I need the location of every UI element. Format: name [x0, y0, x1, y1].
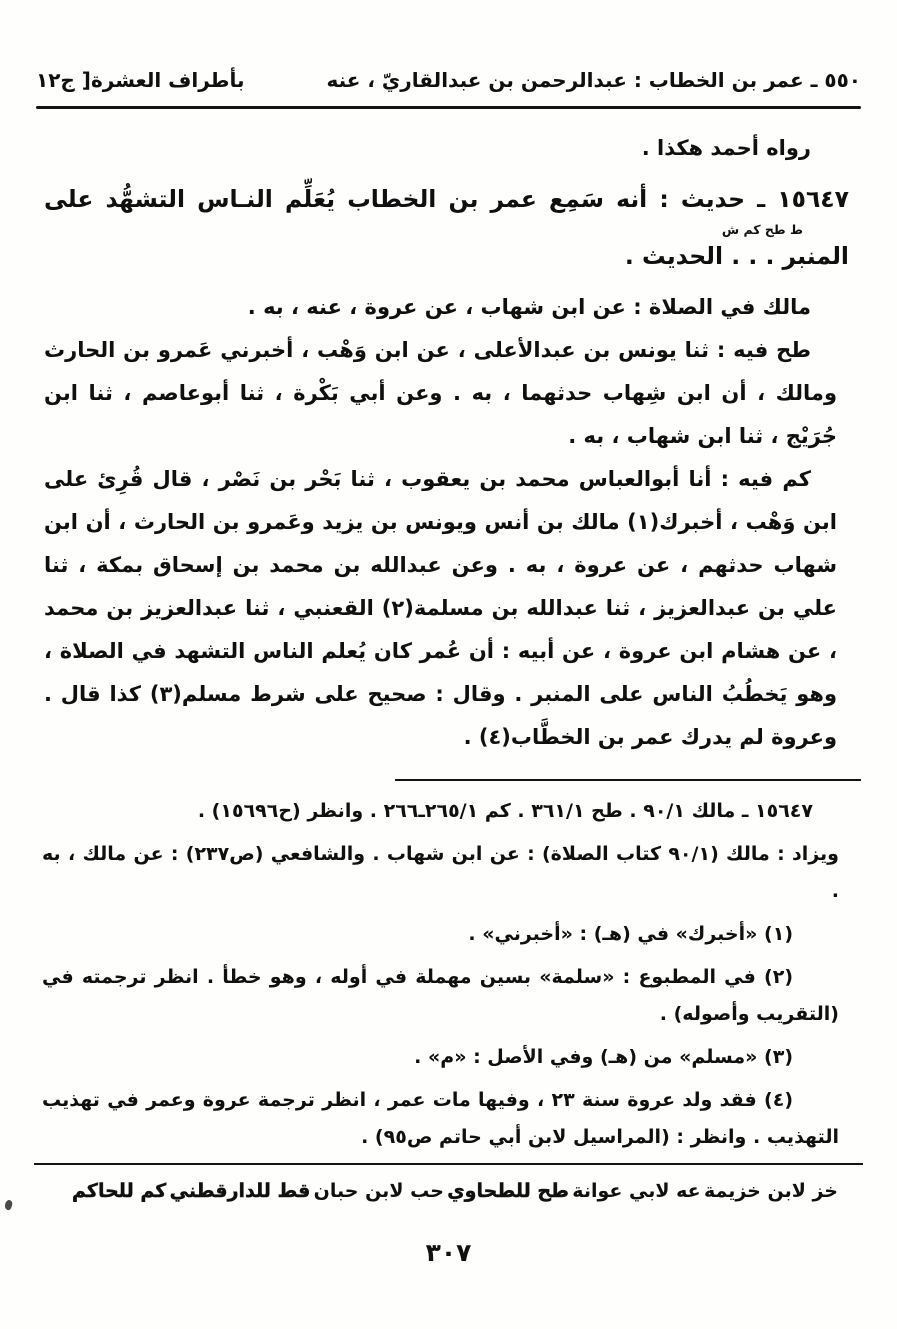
intro-line: رواه أحمد هكذا .: [641, 136, 811, 160]
legend-item-tahawi: طح للطحاوي: [447, 1180, 569, 1202]
footnote-1: (١) «أخبرك» في (هـ) : «أخبرني» .: [468, 923, 793, 945]
footnote-2: (٢) في المطبوع : «سلمة» بسين مهملة في أوله ، وهو خطأ . انظر ترجمته في (التقريب وأصوله) .: [42, 966, 839, 1025]
legend-item-khuzaymah: خز لابن خزيمة: [703, 1180, 838, 1202]
legend-item-ibn-hibban: حب لابن حبان: [313, 1180, 444, 1202]
footnote-4: (٤) فقد ولد عروة سنة ٢٣ ، وفيها مات عمر ، انظر ترجمة عروة وعمر في تهذيب التهذيب . وانظر : (المراسيل لابن أبي حاتم ص٩٥) .: [42, 1089, 839, 1148]
hadith-sources-sigla: ط طح كم ش: [721, 222, 803, 237]
takhrij-addition-line: ويزاد : مالك (٩٠/١ كتاب الصلاة) : عن ابن شهاب . والشافعي (ص٢٣٧) : عن مالك ، به .: [42, 843, 839, 902]
legend-item-abu-awanah: عه لابي عوانة: [572, 1180, 701, 1202]
hadith-block: [38, 178, 859, 276]
main-text: [38, 127, 859, 759]
sigla-legend: [72, 1180, 838, 1202]
legend-item-daraqutni: قط للدارقطني: [169, 1180, 311, 1202]
hakim-isnad-paragraph: كم فيه : أنا أبوالعباس محمد بن يعقوب ، ثنا بَحْر بن نَصْر ، قال قُرِئ على ابن وَهْب ، أخبرك(١) مالك بن أنس ويونس بن يزيد وعَمرو بن الحارث ، أن ابن شهاب حدثهم ، عن عروة ، به . وعن عبدالله بن محمد بن إسحاق بمكة ، ثنا علي بن عبدالعزيز ، ثنا عبدالله بن مسلمة(٢) القعنبي ، ثنا عبدالعزيز بن محمد ، عن هشام ابن عروة ، عن أبيه : أن عُمر كان يُعلم الناس التشهد في الصلاة ، وهو يَخطُبُ الناس على المنبر . وقال : صحيح على شرط مسلم(٣) كذا قال . وعروة لم يدرك عمر بن الخطَّاب(٤) .: [44, 467, 838, 749]
header-rule: [36, 106, 861, 109]
header-entry-title: ٥٥٠ ـ عمر بن الخطاب : عبدالرحمن بن عبدالقاريّ ، عنه: [326, 68, 861, 92]
legend-item-hakim: كم للحاكم: [72, 1180, 167, 1202]
hadith-matn-line1: ١٥٦٤٧ ـ حديث : أنه سَمِع عمر بن الخطاب يُعَلِّم النـاس التشهُّد على: [44, 185, 849, 213]
malik-isnad-line: مالك في الصلاة : عن ابن شهاب ، عن عروة ، عنه ، به .: [247, 295, 811, 319]
takhrij-reference-line: ١٥٦٤٧ ـ مالك ٩٠/١ . طح ٣٦١/١ . كم ٢٦٥/١ـ٢٦٦ . وانظر (ح١٥٦٩٦) .: [197, 800, 813, 822]
page-number: ٣٠٧: [425, 1238, 472, 1267]
header-volume-title: بأطراف العشرة[ ج١٢: [36, 68, 245, 92]
page-content: [36, 0, 861, 1156]
scan-artifact: [4, 1199, 14, 1211]
footnote-separator-rule: [395, 779, 861, 781]
running-header: [36, 68, 861, 92]
legend-rule: [34, 1163, 863, 1165]
footnotes-block: [36, 793, 861, 1156]
tahawi-isnad-paragraph: طح فيه : ثنا يونس بن عبدالأعلى ، عن ابن وَهْب ، أخبرني عَمرو بن الحارث ومالك ، أن ابن شِهاب حدثهما ، به . وعن أبي بَكْرة ، ثنا أبوعاصم ، ثنا ابن جُرَيْج ، ثنا ابن شهاب ، به .: [44, 338, 837, 448]
hadith-matn-line2: المنبر . . . الحديث .: [624, 242, 849, 270]
footnote-3: (٣) «مسلم» من (هـ) وفي الأصل : «م» .: [414, 1046, 793, 1068]
